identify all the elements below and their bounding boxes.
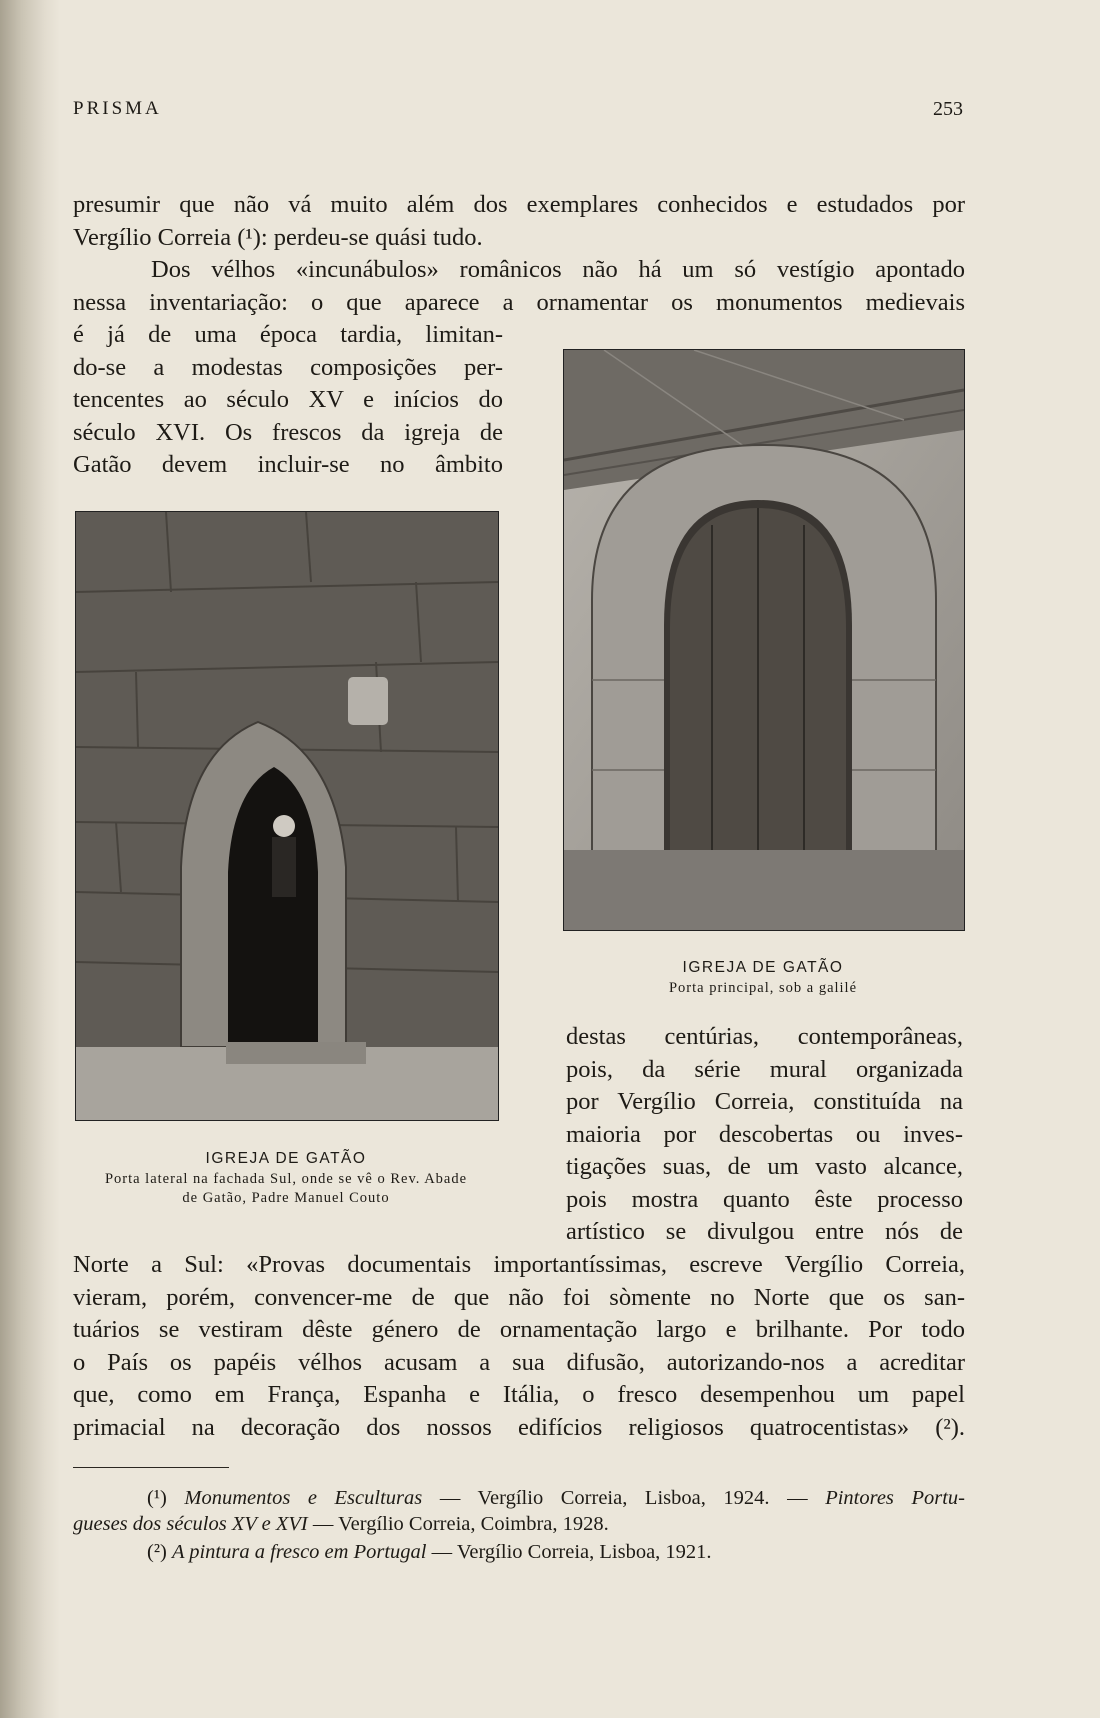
text-line: presumir que não vá muito além dos exemplares conhecidos e estudados por (73, 191, 965, 218)
photo-side-portal (75, 511, 499, 1121)
text-line: pois mostra quanto êste processo (566, 1185, 963, 1213)
page-number: 253 (933, 98, 963, 120)
text-line: por Vergílio Correia, constituída na (566, 1088, 963, 1115)
text-line: Gatão devem incluir-se no âmbito (73, 451, 503, 478)
text-line: Vergílio Correia (¹): perdeu-se quási tudo. (73, 223, 483, 251)
text-line: tuários se vestiram dêste género de ornamentação largo e brilhante. Por todo (73, 1316, 965, 1343)
footnote-title: Monumentos e Esculturas (184, 1487, 423, 1509)
footnote-marker: (¹) (147, 1487, 167, 1509)
text-line: pois, da série mural organizada (566, 1055, 963, 1083)
text-line: tencentes ao século XV e inícios do (73, 386, 503, 413)
text-line: tigações suas, de um vasto alcance, (566, 1153, 963, 1180)
caption-left-line: de Gatão, Padre Manuel Couto (182, 1190, 390, 1206)
text-line: nessa inventariação: o que aparece a ornamentar os monumentos medievais (73, 288, 965, 316)
footnote-title: gueses dos séculos XV e XVI (73, 1513, 308, 1535)
text-line: Dos vélhos «incunábulos» românicos não há um só vestígio apontado (151, 256, 965, 283)
footnote-rule (73, 1467, 229, 1468)
text-line: maioria por descobertas ou inves- (566, 1120, 963, 1148)
caption-right-text: Porta principal, sob a galilé (668, 980, 858, 996)
paragraph-2-tail (73, 1249, 965, 1444)
text-line: é já de uma época tardia, limitan- (73, 321, 503, 348)
footnote-text: — Vergílio Correia, Lisboa, 1924. — (439, 1487, 808, 1509)
caption-left-title: IGREJA DE GATÃO (205, 1150, 367, 1167)
footnote-title: A pintura a fresco em Portugal (171, 1541, 427, 1563)
paragraph-1 (73, 189, 965, 319)
footnote-title: Pintores Portu- (825, 1487, 966, 1509)
page-gutter-shadow (0, 0, 60, 1718)
caption-right-title: IGREJA DE GATÃO (682, 959, 844, 976)
text-line: do-se a modestas composições per- (73, 353, 503, 381)
footnote-text: — Vergílio Correia, Coimbra, 1928. (312, 1513, 609, 1535)
caption-left (75, 1148, 497, 1208)
photo-main-portal (563, 349, 965, 931)
caption-right (563, 957, 963, 998)
left-column-text (73, 319, 503, 482)
text-line: Norte a Sul: «Provas documentais importantíssimas, escreve Vergílio Correia, (73, 1251, 965, 1278)
running-head: PRISMA (73, 98, 162, 119)
text-line: século XVI. Os frescos da igreja de (73, 418, 503, 446)
text-line: o País os papéis vélhos acusam a sua difusão, autorizando-nos a acreditar (73, 1348, 965, 1376)
caption-left-line: Porta lateral na fachada Sul, onde se vê o Rev. Abade (104, 1171, 468, 1187)
footnote-marker: (²) (147, 1541, 167, 1563)
text-line: vieram, porém, convencer-me de que não foi sòmente no Norte que os san- (73, 1283, 965, 1311)
footnote-2 (73, 1539, 965, 1565)
text-line: artístico se divulgou entre nós de (566, 1218, 963, 1245)
text-line: primacial na decoração dos nossos edifícios religiosos quatrocentistas» (²). (73, 1413, 965, 1441)
right-column-text (566, 1021, 963, 1249)
footnote-text: — Vergílio Correia, Lisboa, 1921. (431, 1541, 712, 1563)
text-line: que, como em França, Espanha e Itália, o fresco desempenhou um papel (73, 1381, 965, 1408)
text-line: destas centúrias, contemporâneas, (566, 1023, 963, 1050)
footnote-1 (73, 1485, 965, 1537)
